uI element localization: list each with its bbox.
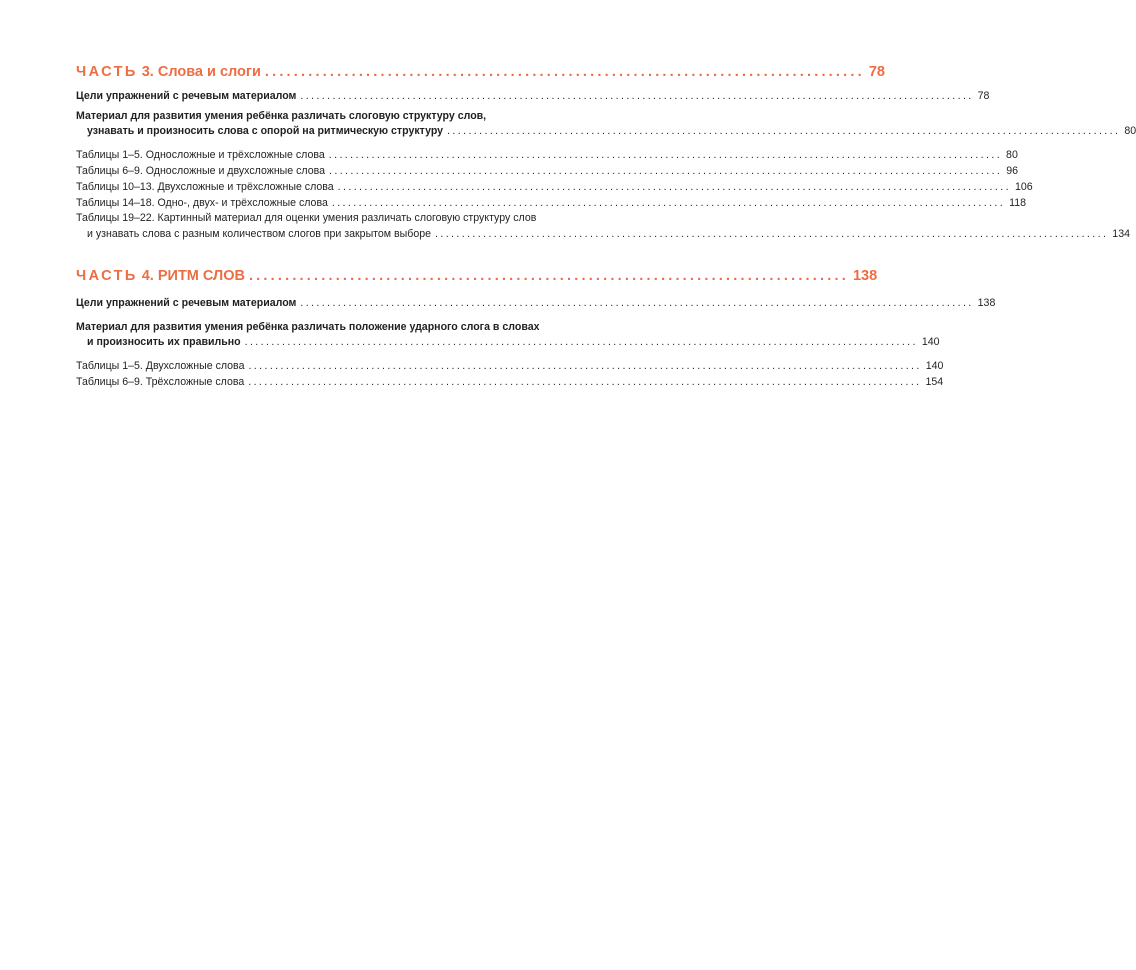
part-4-lead: ЧАСТЬ [76, 268, 138, 284]
leader-dots: .............................................................................................................................. [300, 90, 974, 102]
part-4-goals-entry[interactable] [76, 297, 996, 309]
part-4-title: 4. РИТМ СЛОВ [141, 268, 245, 284]
part-4-table-entry[interactable] [76, 376, 944, 388]
entry-text: Таблицы 1–5. Двухсложные слова [76, 360, 245, 372]
part-4-table-entry[interactable] [76, 360, 944, 372]
part-3-material-entry[interactable] [76, 125, 1136, 137]
entry-text: Таблицы 1–5. Односложные и трёхсложные слова [76, 149, 325, 161]
entry-page: 118 [1009, 197, 1027, 209]
part-3-page: 78 [868, 64, 885, 80]
entry-text: и узнавать слова с разным количеством слогов при закрытом выборе [87, 228, 432, 240]
part-3-table-entry[interactable] [76, 197, 1027, 209]
part-3-table-entry[interactable] [76, 149, 1018, 161]
part-4-material-line-1: Материал для развития умения ребёнка различать положение ударного слога в словах [76, 321, 540, 333]
leader-dots: .............................................................................................................................. [331, 197, 1006, 209]
part-4-page: 138 [852, 268, 878, 284]
entry-text: Таблицы 6–9. Односложные и двухсложные слова [76, 165, 326, 177]
leader-dots: .............................................................................................................................. [329, 165, 1003, 177]
entry-page: 134 [1112, 228, 1130, 240]
part-4-heading[interactable] [76, 268, 878, 284]
entry-page: 138 [977, 297, 996, 309]
leader-dots: .............................................................................................................................. [337, 181, 1011, 193]
leader-dots: ................................................................................... [264, 64, 865, 80]
part-3-material-line-1: Материал для развития умения ребёнка различать слоговую структуру слов, [76, 110, 487, 122]
entry-page: 140 [925, 360, 944, 372]
entry-page: 140 [921, 336, 940, 348]
entry-page: 80 [1124, 125, 1136, 137]
entry-page: 78 [977, 90, 990, 102]
entry-text: Цели упражнений с речевым материалом [76, 90, 297, 102]
leader-dots: ................................................................................... [248, 268, 849, 284]
leader-dots: .............................................................................................................................. [248, 360, 922, 372]
part-3-table-entry[interactable] [76, 165, 1019, 177]
part-3-table-entry[interactable] [76, 181, 1033, 193]
part-3-title: 3. Слова и слоги [141, 64, 261, 80]
leader-dots: .............................................................................................................................. [244, 336, 918, 348]
part-3-lead: ЧАСТЬ [76, 64, 138, 80]
part-3-picture-table-line-1: Таблицы 19–22. Картинный материал для оценки умения различать слоговую структуру слов [76, 212, 537, 224]
entry-text: и произносить их правильно [87, 336, 241, 348]
part-3-picture-table-entry[interactable] [76, 228, 1130, 240]
entry-page: 106 [1014, 181, 1033, 193]
entry-text: Таблицы 14–18. Одно-, двух- и трёхсложные слова [76, 197, 328, 209]
leader-dots: .............................................................................................................................. [435, 228, 1109, 240]
entry-text: Таблицы 6–9. Трёхсложные слова [76, 376, 245, 388]
part-3-goals-entry[interactable] [76, 90, 990, 102]
entry-text: узнавать и произносить слова с опорой на ритмическую структуру [87, 125, 444, 137]
leader-dots: .............................................................................................................................. [300, 297, 974, 309]
leader-dots: .............................................................................................................................. [447, 125, 1121, 137]
part-3-heading[interactable] [76, 64, 885, 80]
entry-page: 96 [1006, 165, 1019, 177]
leader-dots: .............................................................................................................................. [328, 149, 1003, 161]
entry-text: Таблицы 10–13. Двухсложные и трёхсложные слова [76, 181, 334, 193]
leader-dots: .............................................................................................................................. [248, 376, 922, 388]
entry-page: 80 [1006, 149, 1018, 161]
entry-text: Цели упражнений с речевым материалом [76, 297, 297, 309]
entry-page: 154 [925, 376, 944, 388]
part-4-material-entry[interactable] [76, 336, 940, 348]
